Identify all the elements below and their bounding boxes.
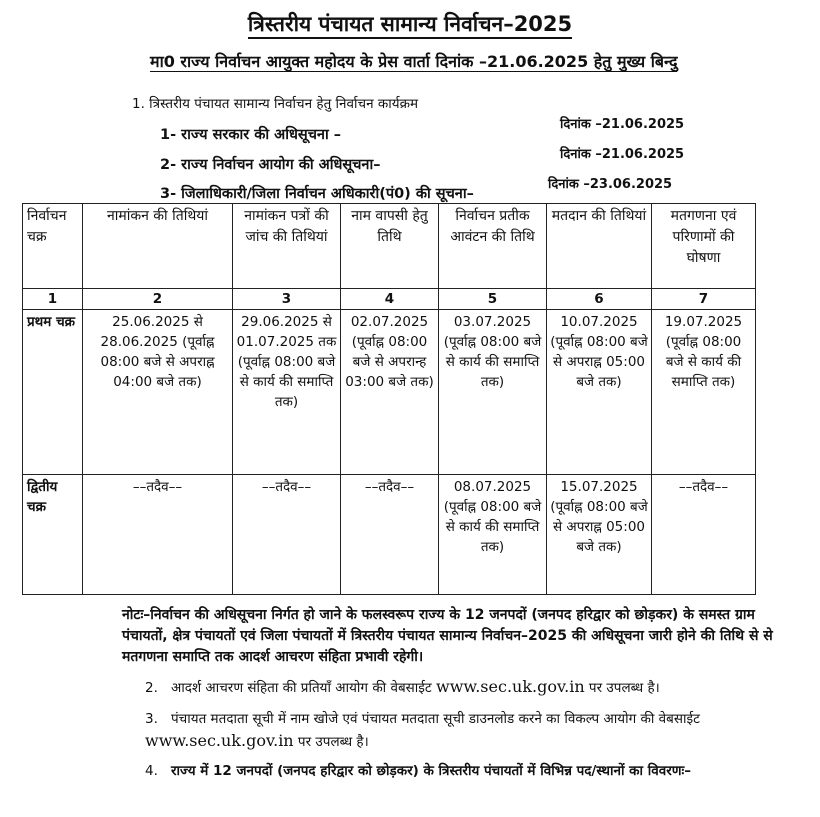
website-link[interactable]: www.sec.uk.gov.in	[436, 677, 585, 696]
table-cell: द्वितीय चक्र	[23, 475, 83, 595]
table-header-row	[23, 204, 756, 289]
document-subtitle: मा0 राज्य निर्वाचन आयुक्त महोदय के प्रेस वार्ता दिनांक –21.06.2025 हेतु मुख्य बिन्दु	[150, 52, 678, 71]
table-cell: ––तदैव––	[652, 475, 756, 595]
point-text-end: पर उपलब्ध है।	[584, 680, 660, 696]
header-cell: मतगणना एवं परिणामों की घोषणा	[652, 204, 756, 289]
table-row	[23, 310, 756, 475]
table-cell: ––तदैव––	[341, 475, 439, 595]
header-cell: नाम वापसी हेतु तिथि	[341, 204, 439, 289]
point-text: राज्य में 12 जनपदों (जनपद हरिद्वार को छोड़कर) के त्रिस्तरीय पंचायतों में विभिन्न पद/स्थानों का विवरणः–	[171, 763, 691, 779]
point-number: 2.	[145, 680, 158, 696]
header-cell: नामांकन की तिथियां	[83, 204, 233, 289]
column-number: 4	[341, 289, 439, 310]
point-text: आदर्श आचरण संहिता की प्रतियाँ आयोग की वेबसाईट	[171, 680, 437, 696]
table-cell: 25.06.2025 से 28.06.2025 (पूर्वाह्न 08:00 बजे से अपराह्न 04:00 बजे तक)	[83, 310, 233, 475]
header-cell: निर्वाचन चक्र	[23, 204, 83, 289]
table-row	[23, 475, 756, 595]
point-1-heading: 1. त्रिस्तरीय पंचायत सामान्य निर्वाचन हेतु निर्वाचन कार्यक्रम	[132, 96, 419, 112]
header-cell: मतदान की तिथियां	[547, 204, 652, 289]
table-cell: 19.07.2025 (पूर्वाह्न 08:00 बजे से कार्य की समाप्ति तक)	[652, 310, 756, 475]
point-3	[145, 708, 790, 753]
schedule-date-3: दिनांक –23.06.2025	[548, 177, 673, 192]
point-number: 4.	[145, 763, 158, 779]
table-cell: 10.07.2025 (पूर्वाह्न 08:00 बजे से अपराह्न 05:00 बजे तक)	[547, 310, 652, 475]
table-cell: 15.07.2025 (पूर्वाह्न 08:00 बजे से अपराह्न 05:00 बजे तक)	[547, 475, 652, 595]
election-schedule-table	[22, 203, 756, 595]
schedule-date-1: दिनांक –21.06.2025	[560, 117, 685, 132]
note-paragraph: नोटः–निर्वाचन की अधिसूचना निर्गत हो जाने के फलस्वरूप राज्य के 12 जनपदों (जनपद हरिद्वार को छोड़कर) के समस्त ग्राम पंचायतों, क्षेत्र पंचायतों एवं जिला पंचायतों में त्रिस्तरीय पंचायत सामान्य निर्वाचन–2025 की अधिसूचना जारी होने की तिथि से से मतगणना समाप्ति तक आदर्श आचरण संहिता प्रभावी रहेगी।	[122, 607, 773, 665]
point-text: पंचायत मतदाता सूची में नाम खोजे एवं पंचायत मतदाता सूची डाउनलोड करने का विकल्प आयोग की वेबसाईट	[171, 711, 700, 727]
header-cell: नामांकन पत्रों की जांच की तिथियां	[233, 204, 341, 289]
table-cell: 02.07.2025 (पूर्वाह्न 08:00 बजे से अपरान्ह 03:00 बजे तक)	[341, 310, 439, 475]
column-number: 1	[23, 289, 83, 310]
website-link[interactable]: www.sec.uk.gov.in	[145, 731, 294, 750]
table-cell: 08.07.2025 (पूर्वाह्न 08:00 बजे से कार्य की समाप्ति तक)	[439, 475, 547, 595]
point-number: 3.	[145, 711, 158, 727]
schedule-date-2: दिनांक –21.06.2025	[560, 147, 685, 162]
column-number: 5	[439, 289, 547, 310]
table-cell: 29.06.2025 से 01.07.2025 तक (पूर्वाह्न 08:00 बजे से कार्य की समाप्ति तक)	[233, 310, 341, 475]
point-4	[145, 760, 790, 782]
column-number: 7	[652, 289, 756, 310]
table-cell: ––तदैव––	[83, 475, 233, 595]
table-cell: प्रथम चक्र	[23, 310, 83, 475]
header-cell: निर्वाचन प्रतीक आवंटन की तिथि	[439, 204, 547, 289]
column-number: 6	[547, 289, 652, 310]
table-cell: 03.07.2025 (पूर्वाह्न 08:00 बजे से कार्य की समाप्ति तक)	[439, 310, 547, 475]
point-text-end: पर उपलब्ध है।	[293, 734, 369, 750]
point-2	[145, 676, 785, 699]
document-title: त्रिस्तरीय पंचायत सामान्य निर्वाचन–2025	[0, 10, 820, 38]
schedule-label-2: 2- राज्य निर्वाचन आयोग की अधिसूचना–	[160, 157, 381, 173]
table-cell: ––तदैव––	[233, 475, 341, 595]
column-number: 3	[233, 289, 341, 310]
schedule-label-3: 3- जिलाधिकारी/जिला निर्वाचन अधिकारी(पं0) की सूचना–	[160, 186, 474, 202]
schedule-label-1: 1- राज्य सरकार की अधिसूचना –	[160, 127, 341, 143]
table-number-row	[23, 289, 756, 310]
column-number: 2	[83, 289, 233, 310]
